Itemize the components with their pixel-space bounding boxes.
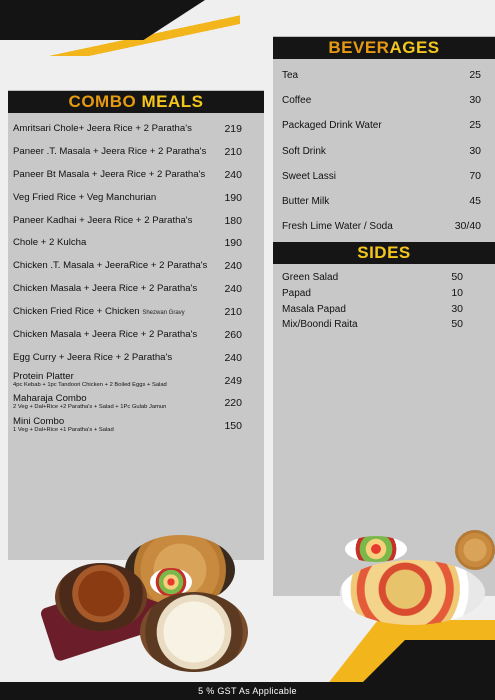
combo-meals-panel [8, 90, 264, 560]
heading-word: SIDES [357, 243, 411, 262]
item-name: Papad [282, 287, 311, 299]
item-price: 25 [469, 119, 481, 132]
item-price: 210 [224, 145, 242, 158]
list-item [282, 214, 487, 239]
item-price: 240 [224, 260, 242, 273]
item-name: Veg Fried Rice + Veg Manchurian [13, 191, 157, 203]
item-name: Coffee [282, 95, 312, 107]
heading-word-1: BEVER [328, 38, 390, 57]
item-name: Soft Drink [282, 145, 326, 157]
item-price: 220 [224, 397, 242, 410]
item-description: 4pc Kebab + 1pc Tandoori Chicken + 2 Boiled Eggs + Salad [13, 381, 167, 388]
list-item [282, 113, 487, 138]
item-name: Chicken Fried Rice + Chicken [13, 306, 140, 318]
beverages-panel [273, 36, 495, 596]
item-name: Paneer Bt Masala + Jeera Rice + 2 Paratha's [13, 168, 206, 180]
item-price: 180 [224, 214, 242, 227]
item-name: Maharaja Combo [13, 393, 87, 405]
item-price: 240 [224, 168, 242, 181]
sides-list [273, 264, 495, 333]
sides-heading [273, 242, 495, 264]
rice-bowl-image [140, 592, 248, 672]
item-name: Butter Milk [282, 195, 330, 207]
list-item [282, 286, 487, 302]
item-price: 249 [224, 374, 242, 387]
heading-word-2: MEALS [141, 92, 204, 111]
dal-bowl-image [55, 563, 147, 631]
sides-section [273, 242, 495, 333]
list-item [13, 255, 260, 278]
beverages-list [273, 59, 495, 239]
item-description: 2 Veg + Dal+Rice +2 Paratha's + Salad + 1Pc Gulab Jamun [13, 404, 167, 411]
list-item [13, 187, 260, 210]
item-name: Chole + 2 Kulcha [13, 237, 87, 249]
item-price: 260 [224, 329, 242, 342]
list-item [13, 392, 260, 415]
item-name: Packaged Drink Water [282, 120, 382, 132]
item-price: 45 [469, 194, 481, 207]
item-name: Tea [282, 70, 299, 81]
item-price: 150 [224, 419, 242, 432]
item-price: 50 [451, 271, 463, 283]
item-price: 30 [469, 94, 481, 107]
beverages-heading [273, 37, 495, 59]
combo-list [8, 113, 264, 437]
item-name: Chicken Masala + Jeera Rice + 2 Paratha's [13, 329, 198, 341]
item-name: Protein Platter [13, 370, 74, 382]
item-price: 70 [469, 169, 481, 182]
heading-word-1: COMBO [68, 92, 137, 111]
item-price: 240 [224, 351, 242, 364]
item-name: Fresh Lime Water / Soda [282, 221, 393, 233]
salad-bowl-image [345, 536, 407, 562]
heading-word-2: AGES [389, 38, 440, 57]
item-price: 10 [451, 286, 463, 299]
item-price: 30/40 [454, 220, 481, 233]
list-item [13, 141, 260, 164]
list-item [13, 118, 260, 141]
list-item [282, 63, 487, 88]
item-price: 190 [224, 237, 242, 250]
item-price: 50 [451, 318, 463, 331]
item-name: Mini Combo [13, 415, 65, 427]
item-name: Amritsari Chole+ Jeera Rice + 2 Paratha's [13, 123, 192, 134]
item-name: Sweet Lassi [282, 170, 336, 182]
item-name: Paneer .T. Masala + Jeera Rice + 2 Paratha's [13, 145, 207, 157]
item-price: 219 [224, 123, 242, 135]
item-price: 190 [224, 191, 242, 204]
list-item [13, 347, 260, 370]
item-subtext: Shezwan Gravy [142, 310, 185, 317]
item-name: Chicken .T. Masala + JeeraRice + 2 Paratha's [13, 260, 208, 272]
item-price: 30 [451, 302, 463, 315]
item-name: Green Salad [282, 272, 339, 283]
list-item [13, 210, 260, 233]
list-item [13, 232, 260, 255]
item-name: Mix/Boondi Raita [282, 319, 358, 331]
list-item [282, 164, 487, 189]
item-price: 30 [469, 144, 481, 157]
item-price: 25 [469, 69, 481, 81]
list-item [13, 301, 260, 324]
bread-stack-image [455, 530, 495, 570]
item-name: Paneer Kadhai + Jeera Rice + 2 Paratha's [13, 214, 193, 226]
item-price: 240 [224, 283, 242, 296]
list-item [282, 139, 487, 164]
item-name: Chicken Masala + Jeera Rice + 2 Paratha's [13, 283, 198, 295]
item-description: 1 Veg + Dal+Rice +1 Paratha's + Salad [13, 426, 114, 433]
list-item [282, 270, 487, 286]
list-item [13, 278, 260, 301]
list-item [282, 302, 487, 318]
masala-papad-plate-image [340, 560, 485, 625]
list-item [13, 324, 260, 347]
list-item [13, 164, 260, 187]
combo-meals-heading [8, 91, 264, 113]
list-item [282, 189, 487, 214]
list-item [13, 370, 260, 393]
list-item [13, 415, 260, 438]
list-item [282, 88, 487, 113]
list-item [282, 317, 487, 333]
item-name: Masala Papad [282, 303, 346, 315]
footer-gst-note: 5 % GST As Applicable [0, 682, 495, 700]
item-price: 210 [224, 306, 242, 319]
item-name: Egg Curry + Jeera Rice + 2 Paratha's [13, 351, 173, 363]
